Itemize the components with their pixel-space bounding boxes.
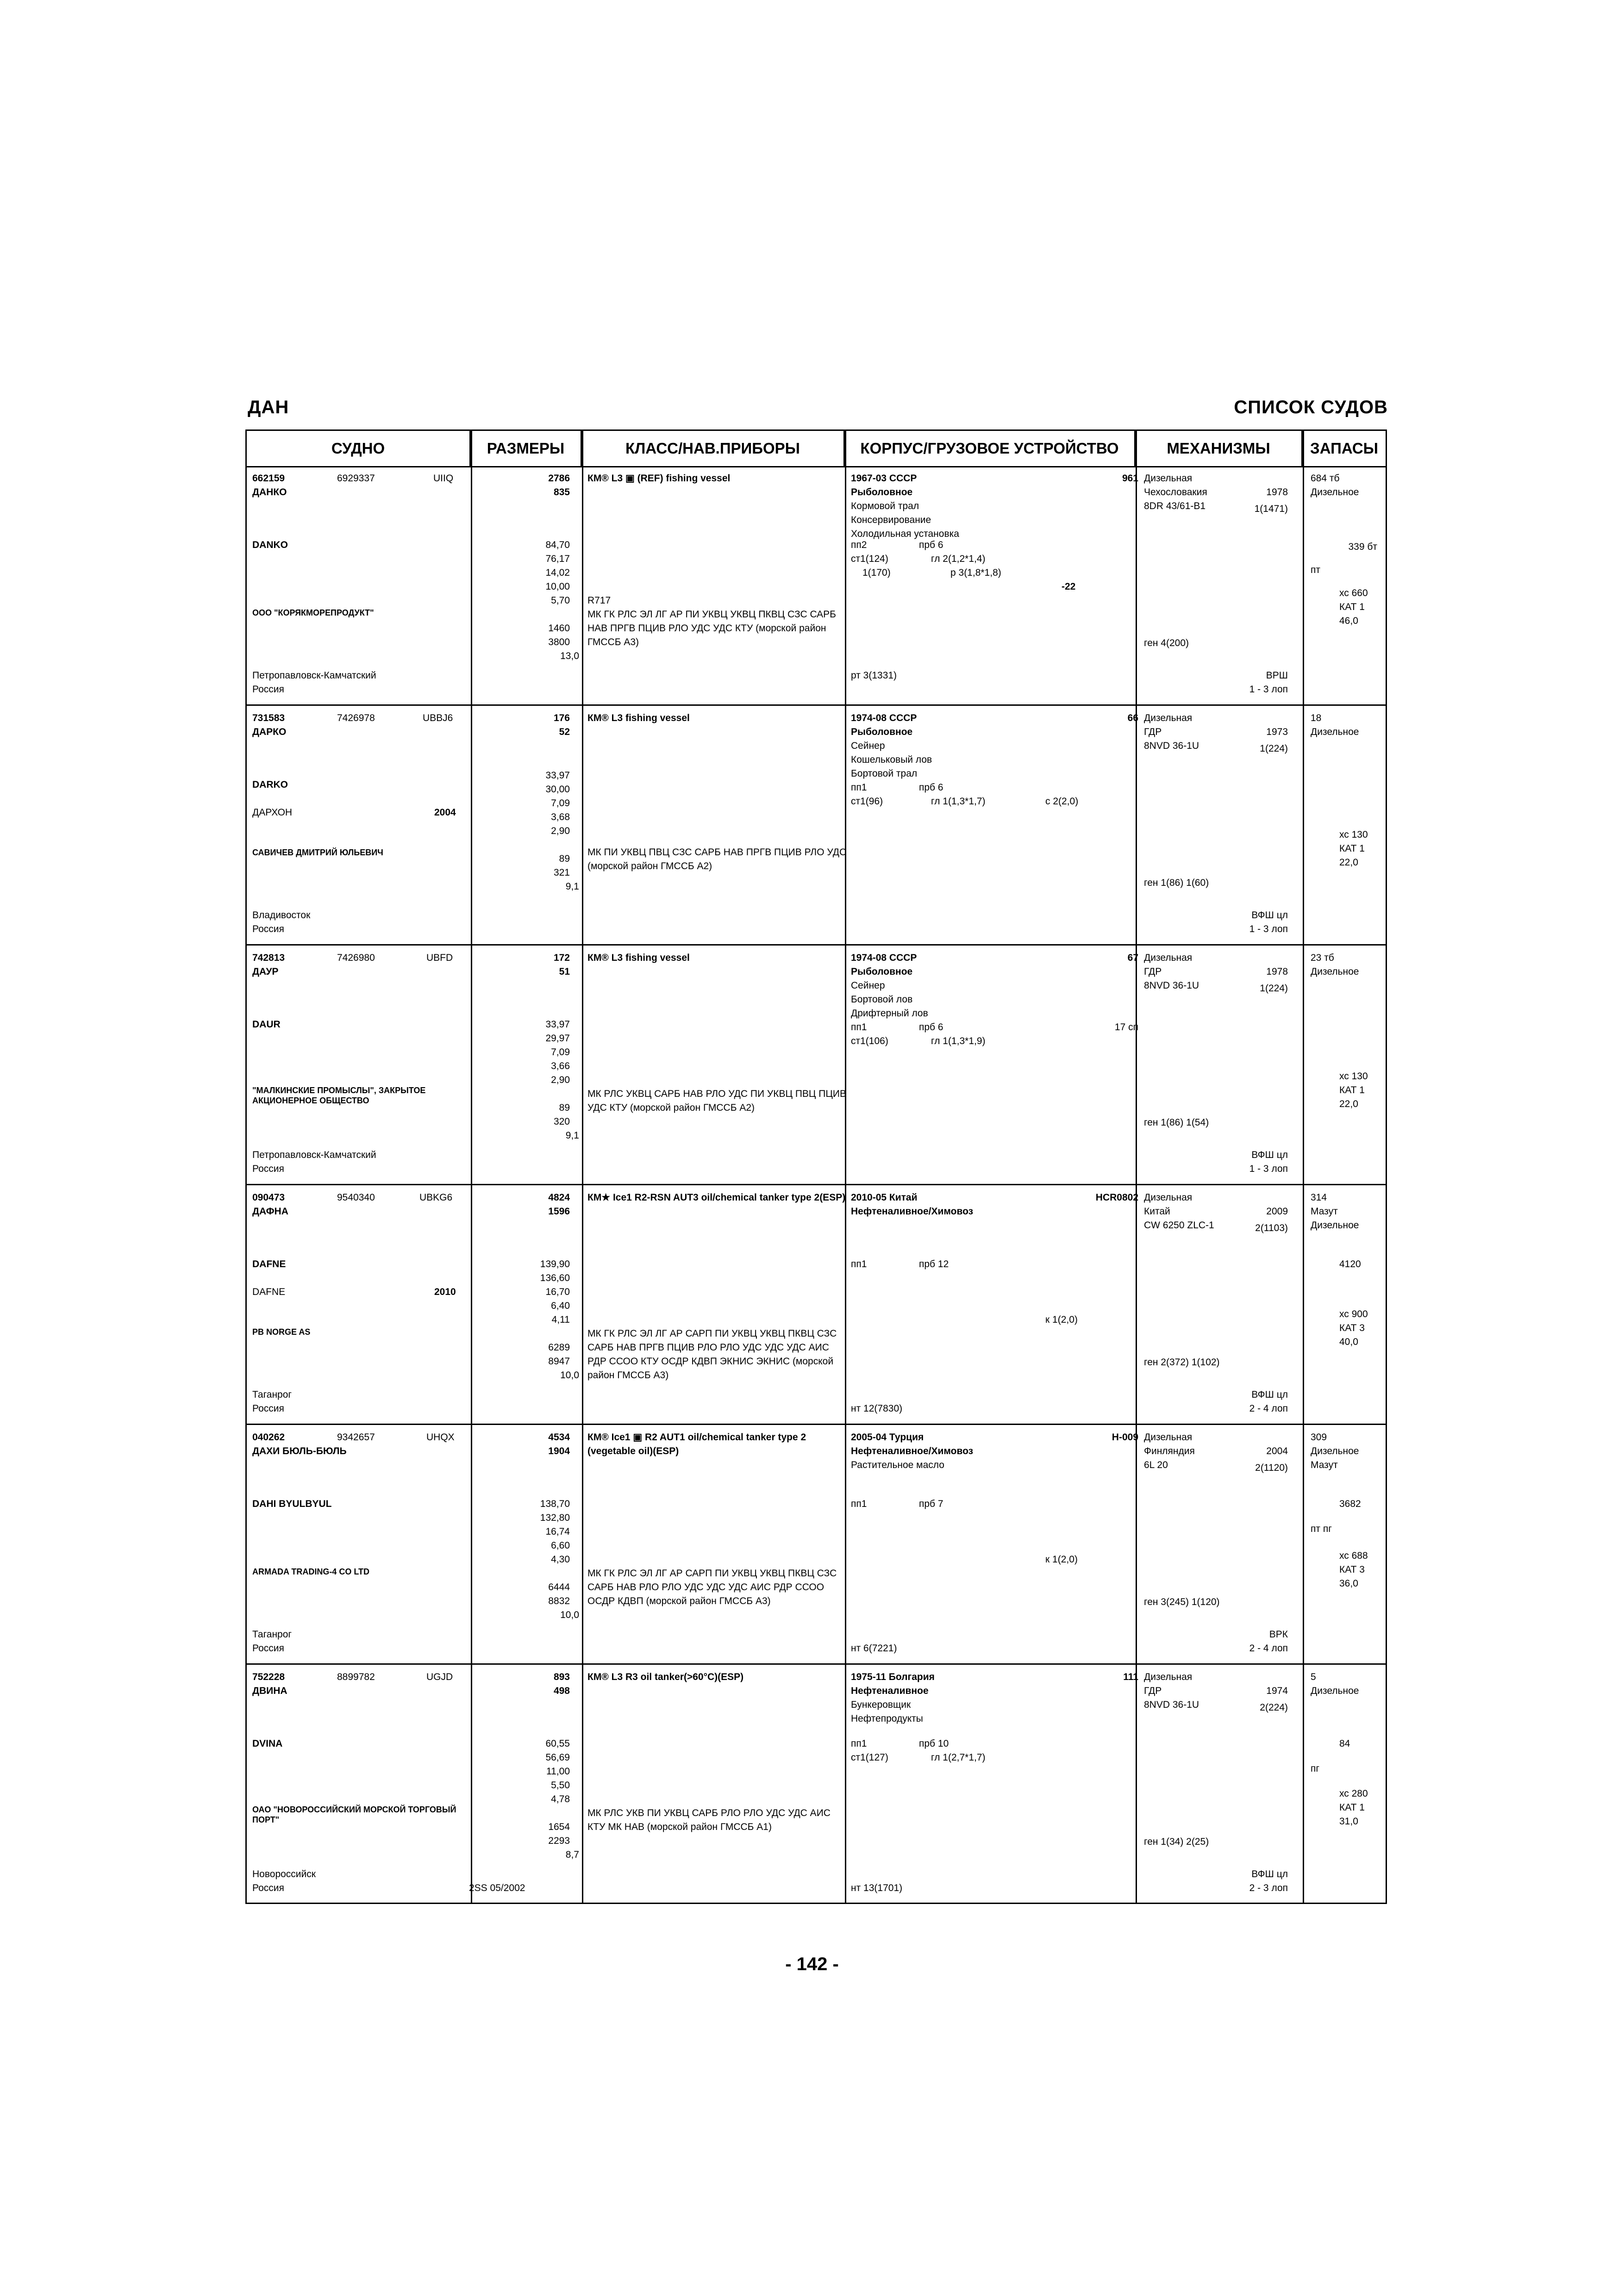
length-pp: 30,00 [545, 784, 570, 795]
engine-model: 8NVD 36-1U [1144, 980, 1199, 991]
hull-detail: Кормовой трал [851, 501, 919, 511]
tank-capacity: нт 12(7830) [851, 1403, 903, 1414]
breadth: 16,74 [545, 1526, 570, 1537]
depth: 6,60 [551, 1540, 570, 1551]
hull-detail: Консервирование [851, 515, 931, 525]
section-title: ДАН [248, 397, 289, 417]
gross-tonnage: 176 [553, 713, 570, 723]
length-overall: 60,55 [545, 1738, 570, 1749]
engine-country: ГДР [1144, 966, 1162, 977]
net-tonnage: 835 [553, 487, 570, 498]
displacement: 6289 [548, 1342, 570, 1353]
col-machinery: МЕХАНИЗМЫ [1136, 431, 1303, 466]
length-overall: 33,97 [545, 770, 570, 781]
net-tonnage: 51 [559, 966, 570, 977]
nav-equipment: МК ГК РЛС ЭЛ ЛГ АР ПИ УКВЦ УКВЦ ПКВЦ СЗС САРБ НАВ ПРГВ ПЦИВ РЛО УДС УДС КТУ (морской район ГМССБ А3) [587, 609, 836, 647]
home-port: Новороссийск [252, 1869, 316, 1879]
engine-country: Китай [1144, 1206, 1170, 1217]
length-overall: 33,97 [545, 1019, 570, 1030]
hull-detail: Кошельковый лов [851, 754, 932, 765]
breadth: 7,09 [551, 798, 570, 809]
crew: 46,0 [1339, 616, 1358, 626]
vessel-record [247, 1185, 1386, 1425]
length-pp: 76,17 [545, 554, 570, 564]
engine-power: 1(224) [1260, 743, 1288, 754]
country: Россия [252, 1164, 284, 1174]
engine-model: CW 6250 ZLC-1 [1144, 1220, 1214, 1231]
engine-type: Дизельная [1144, 1192, 1193, 1203]
call-sign: UGJD [426, 1672, 453, 1682]
endurance: хс 130 [1339, 1071, 1368, 1082]
engine-model: 6L 20 [1144, 1460, 1168, 1470]
country: Россия [252, 924, 284, 934]
crew: 31,0 [1339, 1816, 1358, 1827]
displacement: 1460 [548, 623, 570, 634]
decks: пп1 [851, 1022, 867, 1033]
ballast: 84 [1339, 1738, 1350, 1749]
gross-tonnage: 893 [553, 1672, 570, 1682]
propeller: ВРШ [1266, 670, 1288, 681]
engine-country: Финляндия [1144, 1446, 1195, 1456]
bulkheads: прб 6 [919, 782, 943, 793]
net-tonnage: 1596 [548, 1206, 570, 1217]
class-notation: КМ® L3 ▣ (REF) fishing vessel [587, 473, 731, 484]
bulkheads: прб 6 [919, 540, 943, 550]
country: Россия [252, 1883, 284, 1893]
owner: "МАЛКИНСКИЕ ПРОМЫСЛЫ", ЗАКРЫТОЕ АКЦИОНЕРНОЕ ОБЩЕСТВО [252, 1086, 426, 1105]
class-notation: КМ® L3 fishing vessel [587, 952, 690, 963]
draught: 4,11 [551, 1314, 570, 1325]
engine-year: 1973 [1266, 727, 1288, 737]
vessel-type: Нефтеналивное [851, 1686, 929, 1696]
displacement: 6444 [548, 1582, 570, 1593]
draught: 2,90 [551, 1075, 570, 1085]
fuel-capacity: 314 [1311, 1192, 1327, 1203]
depth: 6,40 [551, 1300, 570, 1311]
hatches: р 3(1,8*1,8) [950, 567, 1001, 578]
imo-number: 8899782 [337, 1672, 375, 1682]
vessel-record [247, 946, 1386, 1185]
depth: 3,66 [551, 1061, 570, 1071]
draught: 5,70 [551, 595, 570, 606]
cargo-gear: ст1(96) [851, 796, 883, 807]
displacement: 89 [559, 853, 570, 864]
engine-power: 1(1471) [1254, 504, 1288, 514]
home-port: Таганрог [252, 1389, 292, 1400]
cargo-gear: ст1(106) [851, 1036, 888, 1046]
gross-tonnage: 2786 [548, 473, 570, 484]
speed: 8,7 [565, 1849, 579, 1860]
yard-number: HCR0802 [1095, 1192, 1138, 1203]
yard-number: 67 [1127, 952, 1138, 963]
ballast: 3682 [1339, 1499, 1361, 1509]
owner: САВИЧЕВ ДМИТРИЙ ЮЛЬЕВИЧ [252, 848, 383, 857]
yard-number: 66 [1127, 713, 1138, 723]
ballast: 339 бт [1348, 541, 1377, 552]
cargo-gear: 1(170) [862, 567, 891, 578]
build-info: 2005-04 Турция [851, 1432, 924, 1443]
engine-model: 8DR 43/61-B1 [1144, 501, 1206, 511]
water: пт пг [1311, 1524, 1332, 1534]
bulkheads: прб 7 [919, 1499, 943, 1509]
cargo-type: Растительное масло [851, 1460, 944, 1470]
page-number: - 142 - [785, 1954, 839, 1974]
displacement: 1654 [548, 1822, 570, 1832]
fuel-type: Дизельное [1311, 727, 1359, 737]
former-name: ДАРХОН [252, 807, 293, 818]
vessel-name-latin: DAHI BYULBYUL [252, 1499, 332, 1509]
decks: пп1 [851, 782, 867, 793]
fuel-type: Дизельное [1311, 1446, 1359, 1456]
displacement: 89 [559, 1102, 570, 1113]
engine-power: 2(1103) [1255, 1223, 1288, 1233]
engine-year: 1978 [1266, 966, 1288, 977]
class-notation: КМ® L3 fishing vessel [587, 713, 690, 723]
engine-power: 2(224) [1260, 1702, 1288, 1713]
ballast: 4120 [1339, 1259, 1361, 1269]
imo-number: 9540340 [337, 1192, 375, 1203]
vessel-type: Нефтеналивное/Химовоз [851, 1446, 974, 1456]
water: пг [1311, 1763, 1320, 1774]
water: пт [1311, 565, 1320, 575]
speed: 9,1 [565, 881, 579, 892]
decks: пп1 [851, 1738, 867, 1749]
fuel-capacity: 684 тб [1311, 473, 1340, 484]
deadweight: 320 [553, 1116, 570, 1127]
speed: 10,0 [560, 1370, 579, 1381]
hull-detail: Бункеровщик [851, 1699, 911, 1710]
bulkheads: прб 6 [919, 1022, 943, 1033]
yard-number: H-009 [1112, 1432, 1138, 1443]
owner: ОАО "НОВОРОССИЙСКИЙ МОРСКОЙ ТОРГОВЫЙ ПОРТ" [252, 1805, 456, 1824]
reg-number: 090473 [252, 1192, 285, 1203]
deadweight: 8947 [548, 1356, 570, 1367]
vessel-name: ДАНКО [252, 487, 287, 498]
reg-number: 040262 [252, 1432, 285, 1443]
class-notation: КМ★ Ice1 R2-RSN AUT3 oil/chemical tanker type 2(ESP) [587, 1192, 846, 1203]
speed: 13,0 [560, 651, 579, 661]
build-info: 1974-08 СССР [851, 713, 917, 723]
former-name-year: 2010 [434, 1287, 456, 1297]
endurance: хс 280 [1339, 1788, 1368, 1799]
hold-capacity: рт 3(1331) [851, 670, 897, 681]
build-info: 1974-08 СССР [851, 952, 917, 963]
length-pp: 136,60 [540, 1273, 570, 1283]
owner: PB NORGE AS [252, 1327, 311, 1337]
vessel-type: Нефтеналивное/Химовоз [851, 1206, 974, 1217]
yard-number: 961 [1122, 473, 1138, 484]
crew: 22,0 [1339, 857, 1358, 868]
category: КАТ 1 [1339, 602, 1365, 612]
draught: 2,90 [551, 826, 570, 836]
gross-tonnage: 4534 [548, 1432, 570, 1443]
call-sign: UBFD [426, 952, 453, 963]
hull-detail: Сейнер [851, 980, 885, 991]
vessel-name: ДАФНА [252, 1206, 288, 1217]
temperature: -22 [1062, 581, 1076, 592]
frames: 17 сп [1114, 1022, 1138, 1033]
fuel-type: Дизельное [1311, 1220, 1359, 1231]
vessel-name: ДАРКО [252, 727, 287, 737]
vessel-name-latin: DARKO [252, 779, 288, 790]
vessel-record [247, 1425, 1386, 1665]
decks: пп2 [851, 540, 867, 550]
vessel-name-latin: DANKO [252, 540, 288, 550]
length-pp: 132,80 [540, 1512, 570, 1523]
call-sign: UHQX [426, 1432, 455, 1443]
depth: 3,68 [551, 812, 570, 822]
call-sign: UIIQ [433, 473, 454, 484]
fuel-capacity: 309 [1311, 1432, 1327, 1443]
vessel-type: Рыболовное [851, 487, 913, 498]
fuel-capacity: 5 [1311, 1672, 1316, 1682]
vessel-name: ДАХИ БЮЛЬ-БЮЛЬ [252, 1446, 347, 1456]
generators: ген 2(372) 1(102) [1144, 1357, 1220, 1368]
list-title: СПИСОК СУДОВ [1234, 397, 1388, 417]
country: Россия [252, 684, 284, 695]
tank-capacity: нт 13(1701) [851, 1883, 903, 1893]
hatches: гл 2(1,2*1,4) [931, 554, 986, 564]
fuel-type: Дизельное [1311, 487, 1359, 498]
generators: ген 4(200) [1144, 638, 1189, 648]
nav-equipment: МК ПИ УКВЦ ПВЦ СЗС САРБ НАВ ПРГВ ПЦИВ РЛО УДС (морской район ГМССБ А2) [587, 847, 847, 871]
deadweight: 321 [553, 867, 570, 878]
propeller-blades: 1 - 3 лоп [1249, 684, 1288, 695]
hull-detail: Дрифтерный лов [851, 1008, 928, 1019]
reg-number: 742813 [252, 952, 285, 963]
propeller: ВФШ цл [1251, 910, 1288, 921]
engine-power: 2(1120) [1255, 1462, 1288, 1473]
nav-equipment: МК ГК РЛС ЭЛ ЛГ АР САРП ПИ УКВЦ УКВЦ ПКВЦ СЗС САРБ НАВ РЛО РЛО УДС УДС УДС АИС РДР ССОО ОСДР КДВП (морской район ГМССБ А3) [587, 1568, 837, 1606]
engine-country: ГДР [1144, 1686, 1162, 1696]
class-notation: КМ® Ice1 ▣ R2 AUT1 oil/chemical tanker type 2 (vegetable oil)(ESP) [587, 1432, 806, 1456]
bulkheads: прб 10 [919, 1738, 949, 1749]
endurance: хс 688 [1339, 1550, 1368, 1561]
cargo-type: Нефтепродукты [851, 1713, 923, 1724]
vessel-record [247, 466, 1386, 706]
hull-detail: Бортовой трал [851, 768, 918, 779]
category: КАТ 1 [1339, 1802, 1365, 1813]
engine-type: Дизельная [1144, 473, 1193, 484]
vessel-name: ДВИНА [252, 1686, 287, 1696]
net-tonnage: 1904 [548, 1446, 570, 1456]
reg-number: 662159 [252, 473, 285, 484]
build-info: 1967-03 СССР [851, 473, 917, 484]
breadth: 11,00 [546, 1766, 570, 1777]
yard-number: 111 [1123, 1672, 1138, 1682]
nav-equipment: МК РЛС УКВ ПИ УКВЦ САРБ РЛО РЛО УДС УДС АИС КТУ МК НАВ (морской район ГМССБ А1) [587, 1808, 831, 1832]
ship-register-table [245, 429, 1387, 1904]
hatches: гл 1(2,7*1,7) [931, 1752, 986, 1763]
call-sign: UBKG6 [419, 1192, 453, 1203]
cranes: к 1(2,0) [1045, 1554, 1078, 1565]
col-vessel: СУДНО [247, 431, 471, 466]
tank-capacity: нт 6(7221) [851, 1643, 897, 1654]
cargo-gear: ст1(124) [851, 554, 888, 564]
imo-number: 9342657 [337, 1432, 375, 1443]
cranes: к 1(2,0) [1045, 1314, 1078, 1325]
net-tonnage: 52 [559, 727, 570, 737]
category: КАТ 3 [1339, 1323, 1365, 1333]
breadth: 7,09 [551, 1047, 570, 1058]
deadweight: 3800 [548, 637, 570, 647]
crew: 22,0 [1339, 1099, 1358, 1109]
vessel-name-latin: DAUR [252, 1019, 281, 1030]
speed: 10,0 [560, 1610, 579, 1620]
length-pp: 29,97 [545, 1033, 570, 1044]
survey-note: 2SS 05/2002 [469, 1883, 525, 1893]
bulkheads: прб 12 [919, 1259, 949, 1269]
propeller-blades: 2 - 4 лоп [1249, 1403, 1288, 1414]
vessel-name: ДАУР [252, 966, 279, 977]
reg-number: 731583 [252, 713, 285, 723]
propeller: ВФШ цл [1251, 1150, 1288, 1160]
category: КАТ 1 [1339, 843, 1365, 854]
engine-year: 2009 [1266, 1206, 1288, 1217]
fuel-capacity: 18 [1311, 713, 1322, 723]
hull-detail: Холодильная установка [851, 529, 959, 539]
col-hull: КОРПУС/ГРУЗОВОЕ УСТРОЙСТВО [845, 431, 1136, 466]
imo-number: 7426980 [337, 952, 375, 963]
engine-type: Дизельная [1144, 1672, 1193, 1682]
deadweight: 8832 [548, 1596, 570, 1606]
net-tonnage: 498 [553, 1686, 570, 1696]
vessel-record [247, 706, 1386, 946]
propeller-blades: 1 - 3 лоп [1249, 924, 1288, 934]
category: КАТ 1 [1339, 1085, 1365, 1095]
vessel-type: Рыболовное [851, 966, 913, 977]
engine-type: Дизельная [1144, 713, 1193, 723]
reg-number: 752228 [252, 1672, 285, 1682]
hull-detail: Бортовой лов [851, 994, 913, 1005]
decks: пп1 [851, 1499, 867, 1509]
breadth: 14,02 [545, 567, 570, 578]
decks: пп1 [851, 1259, 867, 1269]
engine-type: Дизельная [1144, 952, 1193, 963]
col-supplies: ЗАПАСЫ [1310, 440, 1378, 457]
deadweight: 2293 [548, 1836, 570, 1846]
former-name: DAFNE [252, 1287, 286, 1297]
col-dimensions: РАЗМЕРЫ [471, 431, 582, 466]
cargo-gear: ст1(127) [851, 1752, 888, 1763]
depth: 5,50 [551, 1780, 570, 1791]
depth: 10,00 [545, 581, 570, 592]
fuel-type: Мазут [1311, 1206, 1338, 1217]
endurance: хс 660 [1339, 588, 1368, 598]
generators: ген 1(86) 1(54) [1144, 1117, 1209, 1128]
engine-model: 8NVD 36-1U [1144, 1699, 1199, 1710]
vessel-name-latin: DVINA [252, 1738, 283, 1749]
hull-detail: Сейнер [851, 740, 885, 751]
nav-equipment: МК РЛС УКВЦ САРБ НАВ РЛО УДС ПИ УКВЦ ПВЦ ПЦИВ УДС КТУ (морской район ГМССБ А2) [587, 1089, 847, 1113]
country: Россия [252, 1403, 284, 1414]
length-pp: 56,69 [545, 1752, 570, 1763]
country: Россия [252, 1643, 284, 1654]
table-header [247, 431, 1386, 467]
category: КАТ 3 [1339, 1564, 1365, 1575]
engine-year: 1978 [1266, 487, 1288, 498]
length-overall: 139,90 [540, 1259, 570, 1269]
breadth: 16,70 [545, 1287, 570, 1297]
length-overall: 138,70 [540, 1499, 570, 1509]
engine-type: Дизельная [1144, 1432, 1193, 1443]
generators: ген 1(86) 1(60) [1144, 877, 1209, 888]
engine-model: 8NVD 36-1U [1144, 740, 1199, 751]
home-port: Владивосток [252, 910, 311, 921]
draught: 4,78 [551, 1794, 570, 1804]
draught: 4,30 [551, 1554, 570, 1565]
endurance: хс 130 [1339, 829, 1368, 840]
propeller: ВФШ цл [1251, 1869, 1288, 1879]
generators: ген 1(34) 2(25) [1144, 1836, 1209, 1847]
engine-year: 2004 [1266, 1446, 1288, 1456]
propeller-blades: 1 - 3 лоп [1249, 1164, 1288, 1174]
home-port: Таганрог [252, 1629, 292, 1640]
propeller-blades: 2 - 3 лоп [1249, 1883, 1288, 1893]
vessel-record [247, 1665, 1386, 1903]
class-extra: R717 [587, 595, 611, 606]
hatches: гл 1(1,3*1,9) [931, 1036, 986, 1046]
engine-country: ГДР [1144, 727, 1162, 737]
engine-power: 1(224) [1260, 983, 1288, 994]
former-name-year: 2004 [434, 807, 456, 818]
engine-year: 1974 [1266, 1686, 1288, 1696]
hatches: гл 1(1,3*1,7) [931, 796, 986, 807]
generators: ген 3(245) 1(120) [1144, 1597, 1220, 1607]
build-info: 1975-11 Болгария [851, 1672, 935, 1682]
cranes: с 2(2,0) [1045, 796, 1079, 807]
engine-country: Чехословакия [1144, 487, 1207, 498]
imo-number: 7426978 [337, 713, 375, 723]
build-info: 2010-05 Китай [851, 1192, 918, 1203]
fuel-type: Дизельное [1311, 966, 1359, 977]
owner: ООО "КОРЯКМОРЕПРОДУКТ" [252, 608, 374, 617]
crew: 36,0 [1339, 1578, 1358, 1589]
speed: 9,1 [565, 1130, 579, 1141]
fuel-capacity: 23 тб [1311, 952, 1334, 963]
gross-tonnage: 4824 [548, 1192, 570, 1203]
length-overall: 84,70 [545, 540, 570, 550]
home-port: Петропавловск-Камчатский [252, 670, 376, 681]
fuel-type: Мазут [1311, 1460, 1338, 1470]
call-sign: UBBJ6 [423, 713, 453, 723]
crew: 40,0 [1339, 1337, 1358, 1347]
propeller-blades: 2 - 4 лоп [1249, 1643, 1288, 1654]
col-class: КЛАСС/НАВ.ПРИБОРЫ [582, 431, 845, 466]
owner: ARMADA TRADING-4 CO LTD [252, 1567, 369, 1576]
endurance: хс 900 [1339, 1309, 1368, 1319]
class-notation: КМ® L3 R3 oil tanker(>60°C)(ESP) [587, 1672, 744, 1682]
propeller: ВРК [1269, 1629, 1288, 1640]
home-port: Петропавловск-Камчатский [252, 1150, 376, 1160]
gross-tonnage: 172 [553, 952, 570, 963]
propeller: ВФШ цл [1251, 1389, 1288, 1400]
vessel-name-latin: DAFNE [252, 1259, 286, 1269]
nav-equipment: МК ГК РЛС ЭЛ ЛГ АР САРП ПИ УКВЦ УКВЦ ПКВЦ СЗС САРБ НАВ ПРГВ ПЦИВ РЛО РЛО УДС УДС УДС АИС РДР ССОО КТУ ОСДР КДВП ЭКНИС ЭКНИС (морской район ГМССБ А3) [587, 1328, 837, 1381]
fuel-type: Дизельное [1311, 1686, 1359, 1696]
imo-number: 6929337 [337, 473, 375, 484]
vessel-type: Рыболовное [851, 727, 913, 737]
